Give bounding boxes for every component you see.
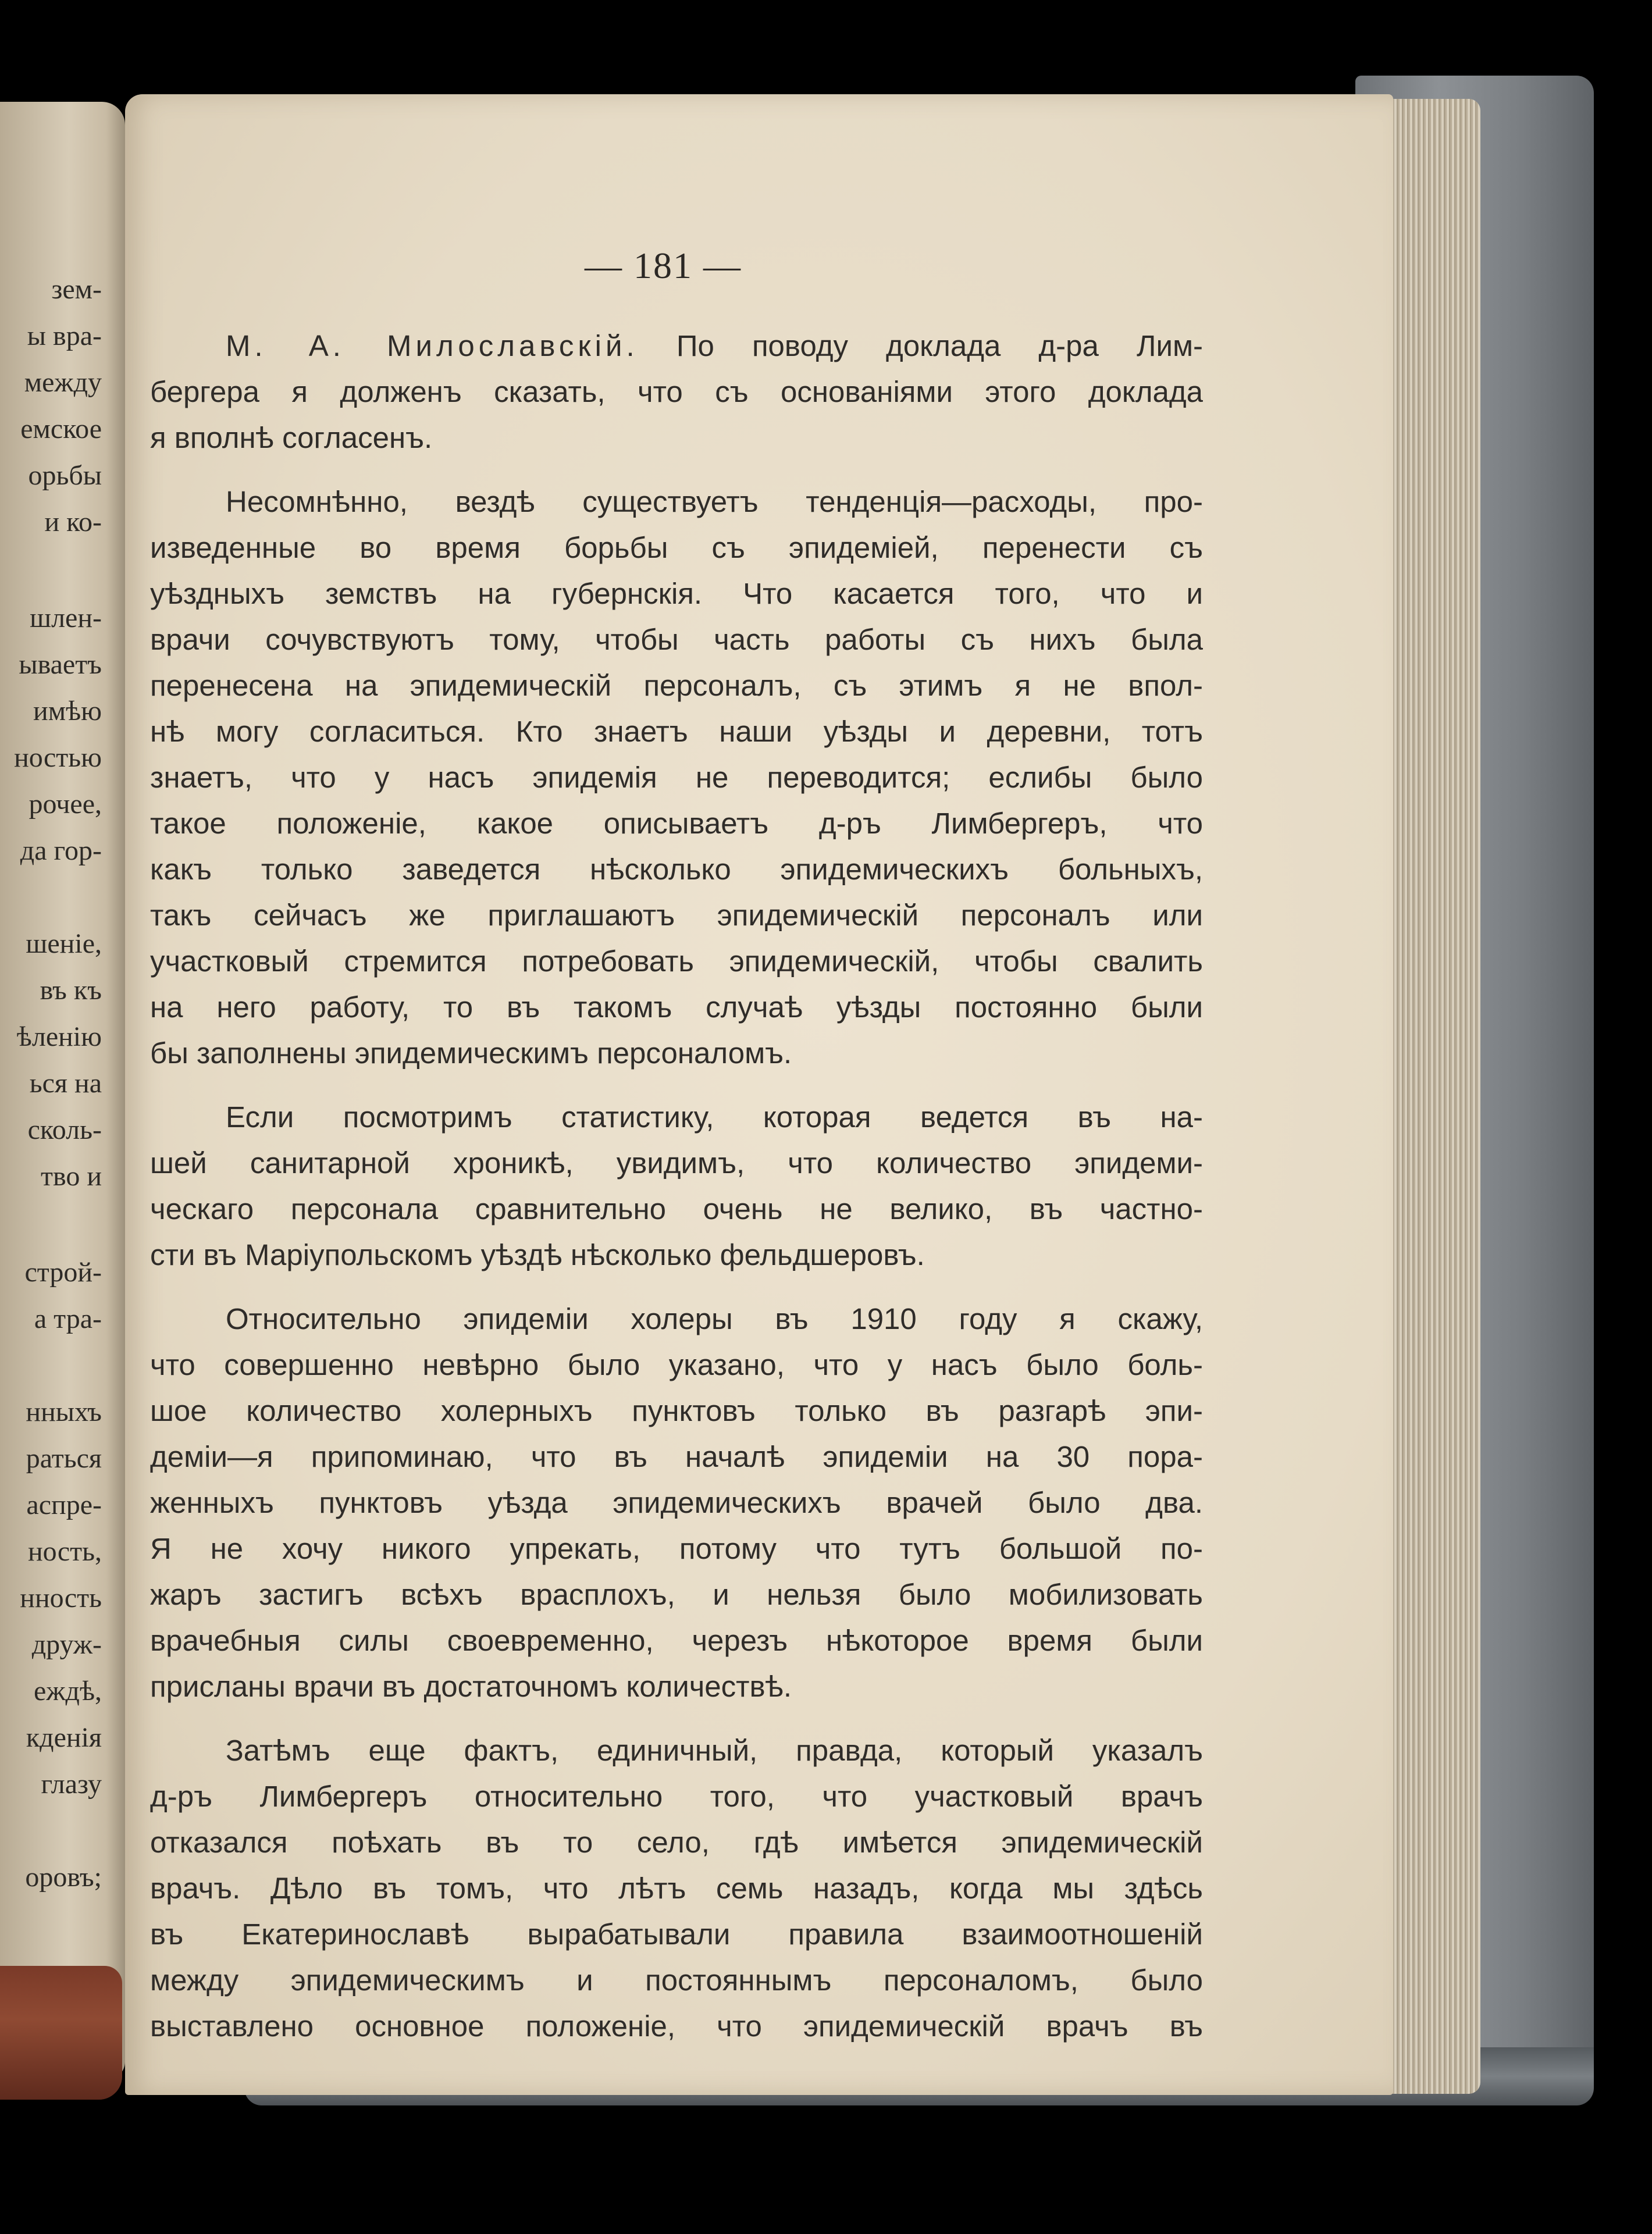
- text-line: Я не хочу никого упрекать, потому что тутъ большой по-: [150, 1532, 1203, 1565]
- left-page-fragment: ность,: [27, 1536, 102, 1567]
- text-line: уѣздныхъ земствъ на губернскія. Что касается того, что и: [150, 577, 1203, 610]
- text-line: женныхъ пунктовъ уѣзда эпидемическихъ врачей было два.: [150, 1486, 1203, 1519]
- page-edges: [1387, 99, 1480, 2094]
- left-page-fragment: зем-: [51, 274, 102, 305]
- left-page-fragment: сколь-: [27, 1114, 102, 1145]
- left-page-fragment: еждѣ,: [34, 1676, 102, 1706]
- left-page-fragment: въ къ: [40, 975, 102, 1006]
- text-line: врачебныя силы своевременно, черезъ нѣкоторое время были: [150, 1624, 1203, 1657]
- left-page-fragment: ься на: [29, 1068, 102, 1099]
- left-page-fragment: а тра-: [34, 1303, 102, 1334]
- left-page-fragment: и ко-: [44, 507, 102, 537]
- text-line: шей санитарной хроникѣ, увидимъ, что количество эпидеми-: [150, 1146, 1203, 1180]
- text-line: въ Екатеринославѣ вырабатывали правила взаимоотношеній: [150, 1918, 1203, 1951]
- left-page-fragment: ываетъ: [19, 649, 102, 680]
- text-line: участковый стремится потребовать эпидемическій, чтобы свалить: [150, 945, 1203, 978]
- left-page-fragment: емское: [20, 414, 102, 444]
- paragraph: [150, 1727, 1203, 2049]
- left-page-fragment: строй-: [24, 1257, 102, 1288]
- text-line-content: По поводу доклада д-ра Лим-: [676, 329, 1204, 362]
- left-page-fragment: между: [24, 367, 102, 398]
- text-line: Затѣмъ еще фактъ, единичный, правда, который указалъ: [226, 1734, 1203, 1767]
- page-number: — 181 —: [585, 245, 742, 286]
- text-line: перенесена на эпидемическій персоналъ, съ этимъ я не впол-: [150, 669, 1203, 702]
- left-page-fragment: шеніе,: [26, 928, 102, 959]
- text-line: на него работу, то въ такомъ случаѣ уѣзды постоянно были: [150, 990, 1203, 1024]
- text-line: присланы врачи въ достаточномъ количествѣ.: [150, 1670, 792, 1703]
- text-line: Относительно эпидеміи холеры въ 1910 году я скажу,: [226, 1302, 1203, 1335]
- paragraph: [150, 1296, 1203, 1709]
- left-page-fragment: ы вра-: [27, 320, 102, 351]
- text-line: такъ сейчасъ же приглашаютъ эпидемическій персоналъ или: [150, 899, 1203, 932]
- text-line: Если посмотримъ статистику, которая ведется въ на-: [226, 1100, 1203, 1134]
- text-line: деміи—я припоминаю, что въ началѣ эпидеміи на 30 пора-: [150, 1440, 1203, 1473]
- left-page-fragment: друж-: [31, 1629, 102, 1660]
- left-page-fragment: шлен-: [30, 603, 102, 633]
- text-line: [150, 323, 1203, 369]
- left-page-fragment: нныхъ: [26, 1396, 102, 1427]
- text-line: выставлено основное положеніе, что эпидемическій врачъ въ: [150, 2009, 1203, 2043]
- paragraph: [150, 323, 1203, 461]
- left-page-fragment: аспре-: [26, 1490, 102, 1520]
- text-line: сти въ Маріупольскомъ уѣздѣ нѣсколько фельдшеровъ.: [150, 1238, 925, 1271]
- text-line: между эпидемическимъ и постояннымъ персоналомъ, было: [150, 1964, 1203, 1997]
- left-page-fragment: имѣю: [33, 696, 102, 726]
- left-page-fragment: нность: [20, 1583, 102, 1613]
- text-line: жаръ застигъ всѣхъ врасплохъ, и нельзя было мобилизовать: [150, 1578, 1203, 1611]
- left-page-fragment: рочее,: [29, 789, 102, 820]
- left-page-fragment: орьбы: [28, 460, 102, 491]
- left-page-fragment: ѣленію: [16, 1021, 102, 1052]
- text-line: нѣ могу согласиться. Кто знаетъ наши уѣзды и деревни, тотъ: [150, 715, 1203, 748]
- left-page-fragment: да гор-: [20, 835, 102, 866]
- page-body: [150, 323, 1203, 2067]
- left-page-fragment: тво и: [41, 1161, 102, 1192]
- text-line: я вполнѣ согласенъ.: [150, 421, 433, 454]
- text-line: знаетъ, что у насъ эпидемія не переводится; еслибы было: [150, 761, 1203, 794]
- speaker-name: М. А. Милославскій.: [226, 329, 639, 362]
- paragraph: [150, 1094, 1203, 1278]
- left-page-fragment: кденія: [26, 1722, 102, 1753]
- text-line: врачъ. Дѣло въ томъ, что лѣтъ семь назадъ, когда мы здѣсь: [150, 1872, 1203, 1905]
- left-page-fragment: глазу: [41, 1769, 102, 1800]
- left-page-fragment: раться: [26, 1443, 102, 1474]
- paragraph: [150, 479, 1203, 1076]
- text-line: шое количество холерныхъ пунктовъ только въ разгарѣ эпи-: [150, 1394, 1203, 1427]
- left-page-fragment: ностью: [14, 742, 102, 773]
- text-line: какъ только заведется нѣсколько эпидемическихъ больныхъ,: [150, 853, 1203, 886]
- text-line: Несомнѣнно, вездѣ существуетъ тенденція—расходы, про-: [226, 485, 1203, 518]
- left-page: [0, 102, 125, 2079]
- text-line: такое положеніе, какое описываетъ д-ръ Лимбергеръ, что: [150, 807, 1203, 840]
- text-line: д-ръ Лимбергеръ относительно того, что участковый врачъ: [150, 1780, 1203, 1813]
- text-line: изведенные во время борьбы съ эпидеміей, перенести съ: [150, 531, 1203, 564]
- text-line: ческаго персонала сравнительно очень не велико, въ частно-: [150, 1192, 1203, 1225]
- text-line: врачи сочувствуютъ тому, чтобы часть работы съ нихъ была: [150, 623, 1203, 656]
- left-cover-edge: [0, 1966, 122, 2100]
- text-line: что совершенно невѣрно было указано, что у насъ было боль-: [150, 1348, 1203, 1381]
- text-line: отказался поѣхать въ то село, гдѣ имѣется эпидемическій: [150, 1826, 1203, 1859]
- text-line: бы заполнены эпидемическимъ персоналомъ.: [150, 1036, 792, 1070]
- text-line: бергера я долженъ сказать, что съ основаніями этого доклада: [150, 375, 1203, 408]
- left-page-fragment: оровъ;: [25, 1862, 102, 1893]
